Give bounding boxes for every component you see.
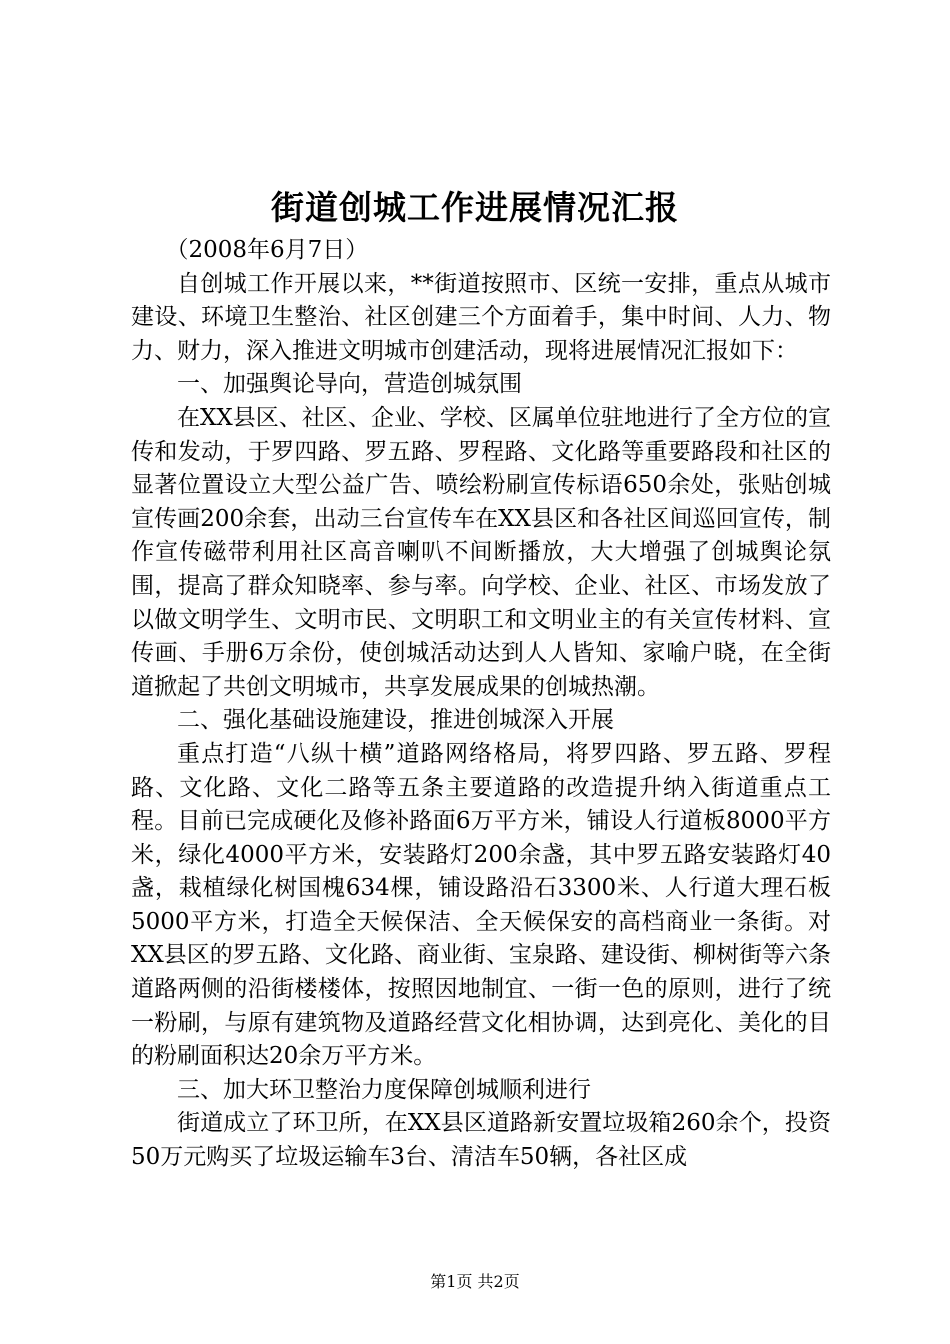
document-title: 街道创城工作进展情况汇报 — [271, 188, 679, 227]
paragraph-section-3: 街道成立了环卫所，在XX县区道路新安置垃圾箱260余个，投资50万元购买了垃圾运输车3台、清洁车50辆，各社区成 — [131, 1110, 831, 1171]
section-heading-3: 三、加大环卫整治力度保障创城顺利进行 — [177, 1076, 591, 1103]
section-heading-2: 二、强化基础设施建设，推进创城深入开展 — [177, 707, 614, 734]
paragraph-intro: 自创城工作开展以来，**街道按照市、区统一安排，重点从城市建设、环境卫生整治、社区创建三个方面着手，集中时间、人力、物力、财力，深入推进文明城市创建活动，现将进展情况汇报如下： — [131, 270, 831, 364]
paragraph-section-2: 重点打造“八纵十横”道路网络格局，将罗四路、罗五路、罗程路、文化路、文化二路等五条主要道路的改造提升纳入街道重点工程。目前已完成硬化及修补路面6万平方米，铺设人行道板8000平方米，绿化4000平方米，安装路灯200余盏，其中罗五路安装路灯40盏，栽植绿化树国槐634棵，铺设路沿石3300米、人行道大理石板5000平方米，打造全天候保洁、全天候保安的高档商业一条街。对XX县区的罗五路、文化路、商业街、宝泉路、建设街、柳树街等六条道路两侧的沿街楼楼体，按照因地制宜、一街一色的原则，进行了统一粉刷，与原有建筑物及道路经营文化相协调，达到亮化、美化的目的粉刷面积达20余万平方米。 — [131, 740, 831, 1070]
document-date: （2008年6月7日） — [165, 237, 369, 263]
document-body — [131, 234, 831, 1175]
page-footer: 第1页 共2页 — [430, 1272, 520, 1291]
section-heading-1: 一、加强舆论导向，营造创城氛围 — [177, 371, 522, 398]
paragraph-section-1: 在XX县区、社区、企业、学校、区属单位驻地进行了全方位的宣传和发动，于罗四路、罗五路、罗程路、文化路等重要路段和社区的显著位置设立大型公益广告、喷绘粉刷宣传标语650余处，张贴创城宣传画200余套，出动三台宣传车在XX县区和各社区间巡回宣传，制作宣传磁带利用社区高音喇叭不间断播放，大大增强了创城舆论氛围，提高了群众知晓率、参与率。向学校、企业、社区、市场发放了以做文明学生、文明市民、文明职工和文明业主的有关宣传材料、宣传画、手册6万余份，使创城活动达到人人皆知、家喻户晓，在全街道掀起了共创文明城市，共享发展成果的创城热潮。 — [131, 404, 831, 700]
